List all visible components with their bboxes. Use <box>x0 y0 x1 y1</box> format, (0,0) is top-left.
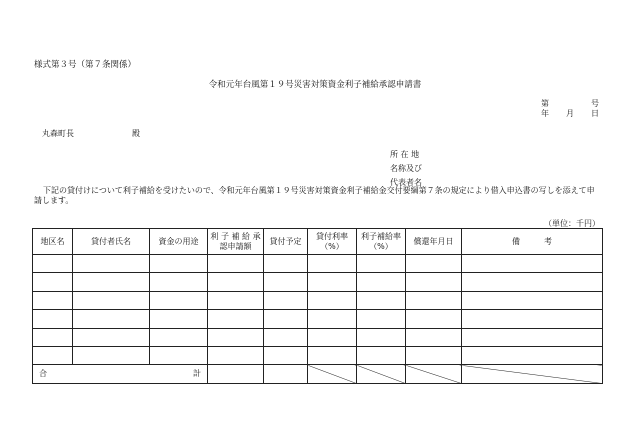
total-subsidy-rate-struck <box>357 365 406 384</box>
applicant-address-label: 所 在 地 <box>390 150 420 159</box>
table-cell[interactable] <box>150 291 208 309</box>
table-cell[interactable] <box>462 328 603 346</box>
date-year-label: 年 <box>541 109 549 118</box>
table-row <box>33 273 603 291</box>
table-cell[interactable] <box>406 346 462 364</box>
header-district: 地区名 <box>33 229 73 255</box>
table-total-row <box>33 365 603 384</box>
applicant-representative-label: 代表者名 <box>390 178 422 187</box>
table-cell[interactable] <box>208 255 264 273</box>
table-cell[interactable] <box>33 310 73 328</box>
table-cell[interactable] <box>33 328 73 346</box>
table-cell[interactable] <box>73 255 150 273</box>
table-cell[interactable] <box>462 310 603 328</box>
table-row <box>33 310 603 328</box>
table-cell[interactable] <box>150 328 208 346</box>
header-borrower-name: 貸付者氏名 <box>73 229 150 255</box>
application-table <box>32 228 603 384</box>
table-cell[interactable] <box>208 328 264 346</box>
table-cell[interactable] <box>462 346 603 364</box>
table-cell[interactable] <box>462 273 603 291</box>
total-label-cell <box>33 365 208 384</box>
table-cell[interactable] <box>33 273 73 291</box>
table-cell[interactable] <box>33 291 73 309</box>
table-cell[interactable] <box>308 346 357 364</box>
table-cell[interactable] <box>406 291 462 309</box>
table-cell[interactable] <box>406 310 462 328</box>
header-remarks: 備 考 <box>462 229 603 255</box>
header-loan-rate: 貸付利率（%） <box>308 229 357 255</box>
table-cell[interactable] <box>357 273 406 291</box>
header-repayment-date: 償還年月日 <box>406 229 462 255</box>
table-cell[interactable] <box>208 273 264 291</box>
table-cell[interactable] <box>208 346 264 364</box>
table-cell[interactable] <box>308 255 357 273</box>
unit-note: （単位：千円） <box>544 219 600 228</box>
table-cell[interactable] <box>73 273 150 291</box>
total-loan-rate-struck <box>308 365 357 384</box>
table-cell[interactable] <box>33 255 73 273</box>
header-subsidy-rate: 利子補給率（%） <box>357 229 406 255</box>
document-title: 令和元年台風第１９号災害対策資金利子補給承認申請書 <box>208 80 422 90</box>
table-cell[interactable] <box>357 346 406 364</box>
table-cell[interactable] <box>462 255 603 273</box>
table-cell[interactable] <box>264 291 308 309</box>
total-label-kei: 計 <box>193 369 201 379</box>
number-suffix: 号 <box>591 99 599 108</box>
table-cell[interactable] <box>264 346 308 364</box>
table-cell[interactable] <box>406 328 462 346</box>
total-subsidy-amount[interactable] <box>208 365 264 384</box>
table-cell[interactable] <box>208 310 264 328</box>
table-row <box>33 291 603 309</box>
header-fund-use: 資金の用途 <box>150 229 208 255</box>
table-cell[interactable] <box>357 328 406 346</box>
table-cell[interactable] <box>308 291 357 309</box>
table-cell[interactable] <box>73 310 150 328</box>
table-cell[interactable] <box>406 255 462 273</box>
table-cell[interactable] <box>264 328 308 346</box>
date-day-label: 日 <box>591 109 599 118</box>
table-cell[interactable] <box>73 291 150 309</box>
table-cell[interactable] <box>308 273 357 291</box>
total-label-go: 合 <box>39 369 47 379</box>
header-subsidy-amount: 利 子 補 給 承認申請額 <box>208 229 264 255</box>
table-cell[interactable] <box>308 310 357 328</box>
table-row <box>33 346 603 364</box>
total-repayment-date-struck <box>406 365 462 384</box>
table-cell[interactable] <box>33 346 73 364</box>
table-cell[interactable] <box>357 310 406 328</box>
table-cell[interactable] <box>208 291 264 309</box>
application-statement: 下記の貸付けについて利子補給を受けたいので、令和元年台風第１９号災害対策資金利子補給金交付要綱第７条の規定により借入申込書の写しを添えて申請します。 <box>34 186 595 205</box>
table-cell[interactable] <box>357 255 406 273</box>
header-loan-plan: 貸付予定 <box>264 229 308 255</box>
table-cell[interactable] <box>150 273 208 291</box>
table-cell[interactable] <box>150 346 208 364</box>
table-cell[interactable] <box>264 273 308 291</box>
table-cell[interactable] <box>264 310 308 328</box>
table-cell[interactable] <box>357 291 406 309</box>
form-number: 様式第３号（第７条関係） <box>34 60 137 70</box>
total-remarks-struck <box>462 365 603 384</box>
table-cell[interactable] <box>406 273 462 291</box>
number-prefix: 第 <box>541 99 549 108</box>
total-loan-plan[interactable] <box>264 365 308 384</box>
addressee-name: 丸森町長 <box>42 129 74 138</box>
table-cell[interactable] <box>462 291 603 309</box>
table-cell[interactable] <box>264 255 308 273</box>
table-cell[interactable] <box>150 255 208 273</box>
table-row <box>33 255 603 273</box>
applicant-name-label: 名称及び <box>390 164 422 173</box>
date-month-label: 月 <box>566 109 574 118</box>
table-header-row <box>33 229 603 255</box>
table-cell[interactable] <box>73 328 150 346</box>
table-row <box>33 328 603 346</box>
addressee-honorific: 殿 <box>132 129 140 138</box>
table-cell[interactable] <box>150 310 208 328</box>
table-cell[interactable] <box>73 346 150 364</box>
table-cell[interactable] <box>308 328 357 346</box>
